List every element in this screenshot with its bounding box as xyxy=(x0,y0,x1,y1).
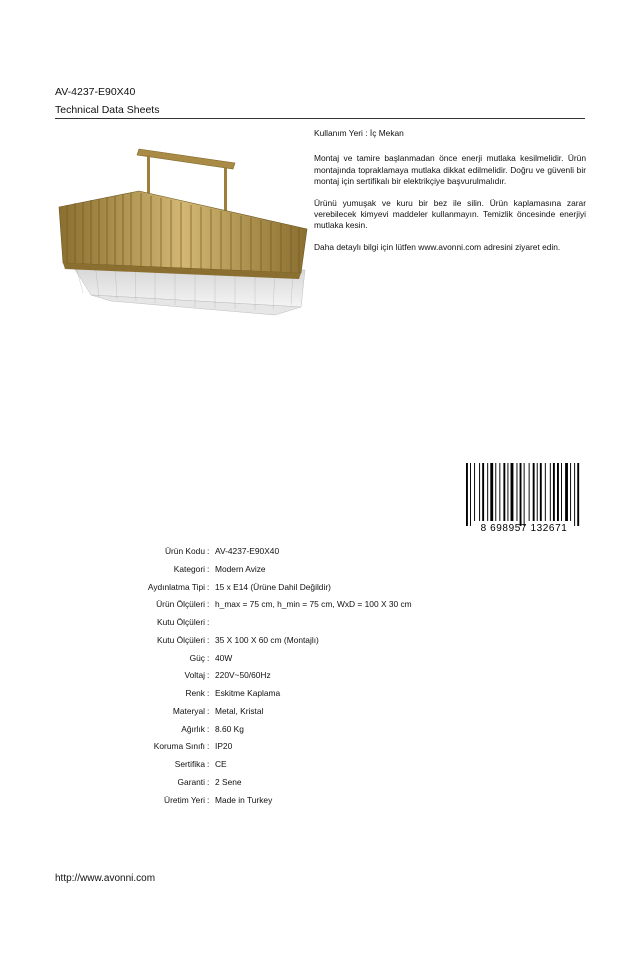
barcode-bar xyxy=(529,463,530,521)
spec-value: Modern Avize xyxy=(215,563,266,574)
chandelier-image xyxy=(55,145,310,320)
barcode-bar xyxy=(495,463,496,521)
barcode-bar xyxy=(550,463,551,521)
barcode-bar xyxy=(574,463,575,526)
spec-label: Ağırlık xyxy=(181,723,205,734)
barcode-bar xyxy=(503,463,505,521)
spec-value: Made in Turkey xyxy=(215,794,273,805)
spec-value: Metal, Kristal xyxy=(215,705,264,716)
usage-location-text: Kullanım Yeri : İç Mekan xyxy=(314,128,404,138)
barcode xyxy=(463,462,585,534)
spec-separator: : xyxy=(207,723,210,734)
spec-row xyxy=(60,561,412,579)
spec-row xyxy=(60,650,412,668)
spec-value: 220V~50/60Hz xyxy=(215,670,271,681)
barcode-bar xyxy=(540,463,542,521)
barcode-bar xyxy=(487,463,488,521)
spec-row xyxy=(60,543,412,561)
spec-value: CE xyxy=(215,759,227,769)
spec-label: Sertifika xyxy=(174,759,205,769)
spec-value: IP20 xyxy=(215,741,233,752)
spec-label: Garanti xyxy=(177,776,205,787)
barcode-bar xyxy=(537,463,538,521)
spec-table xyxy=(60,543,412,809)
spec-row xyxy=(60,596,412,614)
spec-row xyxy=(60,685,412,703)
barcode-bar xyxy=(470,463,471,526)
barcode-bar xyxy=(561,463,562,521)
barcode-bar xyxy=(565,463,568,521)
barcode-bar xyxy=(524,463,525,526)
spec-label: Renk xyxy=(185,688,205,698)
spec-value: 15 x E14 (Ürüne Dahil Değildir) xyxy=(215,581,331,592)
spec-row xyxy=(60,756,412,774)
spec-value: Eskitme Kaplama xyxy=(215,688,281,698)
barcode-bar xyxy=(545,463,546,521)
spec-row xyxy=(60,667,412,685)
spec-row xyxy=(60,721,412,739)
spec-separator: : xyxy=(207,705,210,716)
spec-label: Materyal xyxy=(172,705,205,716)
spec-label: Koruma Sınıfı xyxy=(153,741,205,752)
product-code-heading: AV-4237-E90X40 xyxy=(55,86,136,98)
barcode-bar xyxy=(533,463,535,521)
barcode-digits: 8 698957 132671 xyxy=(480,523,568,534)
spec-separator: : xyxy=(207,759,210,769)
barcode-bar xyxy=(517,463,518,521)
spec-label: Kategori xyxy=(173,563,205,574)
spec-value: 2 Sene xyxy=(215,776,242,787)
spec-row xyxy=(60,632,412,650)
spec-row xyxy=(60,703,412,721)
spec-separator: : xyxy=(207,581,210,592)
barcode-bar xyxy=(570,463,571,521)
spec-row xyxy=(60,792,412,810)
spec-separator: : xyxy=(207,563,210,574)
header-divider xyxy=(55,118,585,119)
spec-separator: : xyxy=(207,617,210,627)
header xyxy=(55,86,585,117)
barcode-bar xyxy=(557,463,559,521)
spec-separator: : xyxy=(207,670,210,681)
spec-label: Kutu Ölçüleri xyxy=(157,617,205,627)
spec-value: 35 X 100 X 60 cm (Montajlı) xyxy=(215,634,319,645)
spec-label: Güç xyxy=(189,652,205,663)
spec-separator: : xyxy=(207,652,210,663)
spec-value: AV-4237-E90X40 xyxy=(215,546,280,556)
barcode-bar xyxy=(577,463,579,526)
spec-row xyxy=(60,579,412,597)
spec-label: Ürün Ölçüleri xyxy=(156,599,205,610)
barcode-bars xyxy=(466,463,579,526)
care-instructions-text: Ürünü yumuşak ve kuru bir bez ile silin. Ürün kaplamasına zarar verebilecek kimyevi maddeler kullanmayın. Temizlik öncesinde enerjiyi mutlaka kesin. xyxy=(314,197,586,231)
spec-row xyxy=(60,774,412,792)
barcode-bar xyxy=(507,463,508,521)
installation-warning-text: Montaj ve tamire başlanmadan önce enerji mutlaka kesilmelidir. Ürün montajında topraklamaya mutlaka dikkat edilmelidir. Doğru ve güvenli bir montaj için sertifikalı bir elektrikçiye başvurulmalıdır. xyxy=(314,153,586,186)
footer-website-url: http://www.avonni.com xyxy=(55,873,156,884)
barcode-bar xyxy=(511,463,514,521)
barcode-bar xyxy=(520,463,522,526)
barcode-bar xyxy=(479,463,480,521)
barcode-bar xyxy=(490,463,493,521)
spec-label: Kutu Ölçüleri xyxy=(157,634,205,645)
spec-row xyxy=(60,614,412,632)
spec-row xyxy=(60,738,412,756)
spec-separator: : xyxy=(207,546,210,556)
spec-label: Aydınlatma Tipi xyxy=(147,581,205,592)
spec-label: Voltaj xyxy=(184,670,205,681)
spec-label: Üretim Yeri xyxy=(164,794,205,805)
spec-separator: : xyxy=(207,794,210,805)
spec-value: h_max = 75 cm, h_min = 75 cm, WxD = 100 X 30 cm xyxy=(215,599,412,610)
spec-label: Ürün Kodu xyxy=(164,546,205,556)
spec-separator: : xyxy=(207,688,210,698)
spec-separator: : xyxy=(207,634,210,645)
barcode-bar xyxy=(499,463,500,521)
barcode-bar xyxy=(466,463,468,526)
more-info-text: Daha detaylı bilgi için lütfen www.avonni.com adresini ziyaret edin. xyxy=(314,242,561,253)
barcode-bar xyxy=(474,463,475,521)
document-subtitle: Technical Data Sheets xyxy=(55,104,160,116)
product-info xyxy=(314,128,586,264)
spec-separator: : xyxy=(207,741,210,752)
barcode-bar xyxy=(553,463,555,521)
spec-value: 40W xyxy=(215,652,233,663)
spec-separator: : xyxy=(207,599,210,610)
barcode-bar xyxy=(482,463,484,521)
spec-value: 8.60 Kg xyxy=(215,723,244,734)
spec-separator: : xyxy=(207,776,210,787)
